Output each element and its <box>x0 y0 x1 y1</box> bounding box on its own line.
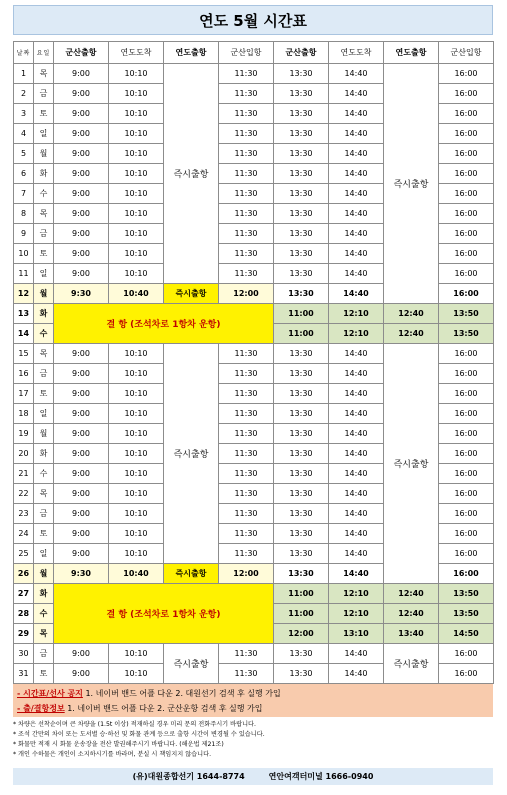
cell-yeondo-depart-2: 12:40 <box>384 304 439 324</box>
header-col-7: 연도출항 <box>384 42 439 64</box>
cell-gunsan-arrive-2: 13:50 <box>439 304 494 324</box>
cell-gunsan-depart-1: 9:00 <box>54 464 109 484</box>
cell-yeondo-arrive-1: 10:40 <box>109 284 164 304</box>
cell-gunsan-depart-1: 9:00 <box>54 244 109 264</box>
cell-yeondo-depart-2: 13:40 <box>384 624 439 644</box>
date-cell: 24 <box>14 524 34 544</box>
cell-gunsan-arrive-2: 16:00 <box>439 564 494 584</box>
cell-gunsan-depart-2: 13:30 <box>274 384 329 404</box>
date-cell: 9 <box>14 224 34 244</box>
date-cell: 14 <box>14 324 34 344</box>
footer-terminal: 연안여객터미널 1666-0940 <box>268 772 374 781</box>
cell-gunsan-depart-1: 9:00 <box>54 384 109 404</box>
cell-gunsan-depart-2: 13:30 <box>274 484 329 504</box>
note-item: * 조석 간만의 차이 또는 도서별 승·하선 및 화물 관계 등으로 출항 시간이 변경될 수 있습니다. <box>13 731 265 738</box>
cell-gunsan-arrive-2: 16:00 <box>439 344 494 364</box>
cell-gunsan-depart-2: 13:30 <box>274 144 329 164</box>
weekday-cell: 수 <box>34 604 54 624</box>
cell-yeondo-depart-1: 즉시출항 <box>164 284 219 304</box>
cell-yeondo-arrive-2: 14:40 <box>329 64 384 84</box>
cell-gunsan-arrive-2: 16:00 <box>439 244 494 264</box>
cell-gunsan-depart-2: 13:30 <box>274 564 329 584</box>
date-cell: 18 <box>14 404 34 424</box>
note-item: * 차량은 선착순이며 큰 차량을 (1.5t 이상) 적재하실 경우 미리 문의 전화주시기 바랍니다. <box>13 721 256 728</box>
cell-gunsan-depart-2: 13:30 <box>274 224 329 244</box>
cell-gunsan-arrive-2: 16:00 <box>439 104 494 124</box>
weekday-cell: 토 <box>34 244 54 264</box>
notice-line-2: - 출/결항정보 1. 네이버 밴드 어플 다운 2. 군산운항 검색 후 실행 가입 <box>17 704 263 713</box>
page-title-text: 연도 5월 시간표 <box>199 11 307 30</box>
cell-yeondo-arrive-1: 10:10 <box>109 524 164 544</box>
cell-gunsan-depart-1: 9:00 <box>54 144 109 164</box>
date-cell: 4 <box>14 124 34 144</box>
cell-gunsan-arrive-1: 11:30 <box>219 384 274 404</box>
header-col-2: 연도도착 <box>109 42 164 64</box>
weekday-cell: 금 <box>34 364 54 384</box>
date-cell: 27 <box>14 584 34 604</box>
cell-yeondo-arrive-2: 14:40 <box>329 224 384 244</box>
timetable <box>13 41 494 684</box>
table-row <box>14 304 494 324</box>
cell-yeondo-arrive-2: 14:40 <box>329 644 384 664</box>
cell-gunsan-arrive-1: 11:30 <box>219 344 274 364</box>
cell-gunsan-arrive-1: 11:30 <box>219 484 274 504</box>
cell-gunsan-arrive-2: 16:00 <box>439 444 494 464</box>
cell-gunsan-depart-2: 13:30 <box>274 664 329 684</box>
cell-gunsan-arrive-2: 16:00 <box>439 124 494 144</box>
cell-yeondo-arrive-1: 10:10 <box>109 384 164 404</box>
header-row <box>14 42 494 64</box>
weekday-cell: 토 <box>34 664 54 684</box>
cell-gunsan-depart-1: 9:00 <box>54 444 109 464</box>
notes-list <box>13 720 493 760</box>
cell-gunsan-depart-1: 9:00 <box>54 344 109 364</box>
weekday-cell: 금 <box>34 504 54 524</box>
cell-yeondo-arrive-2: 14:40 <box>329 284 384 304</box>
weekday-cell: 토 <box>34 384 54 404</box>
cell-gunsan-depart-2: 13:30 <box>274 504 329 524</box>
cell-gunsan-depart-1: 9:00 <box>54 204 109 224</box>
footer-contact <box>13 768 493 785</box>
cell-gunsan-depart-1: 9:00 <box>54 664 109 684</box>
cell-gunsan-arrive-1: 11:30 <box>219 444 274 464</box>
cell-gunsan-arrive-2: 16:00 <box>439 364 494 384</box>
weekday-cell: 화 <box>34 444 54 464</box>
date-cell: 6 <box>14 164 34 184</box>
date-cell: 17 <box>14 384 34 404</box>
cell-yeondo-arrive-2: 12:10 <box>329 604 384 624</box>
cell-gunsan-depart-2: 11:00 <box>274 604 329 624</box>
cell-yeondo-arrive-1: 10:10 <box>109 644 164 664</box>
cell-yeondo-arrive-2: 14:40 <box>329 204 384 224</box>
weekday-cell: 수 <box>34 324 54 344</box>
cell-gunsan-depart-1: 9:00 <box>54 184 109 204</box>
cell-gunsan-arrive-1: 11:30 <box>219 144 274 164</box>
cell-yeondo-depart-2: 즉시출항 <box>384 644 439 684</box>
date-cell: 22 <box>14 484 34 504</box>
cell-yeondo-arrive-2: 14:40 <box>329 484 384 504</box>
cell-gunsan-depart-1: 9:00 <box>54 524 109 544</box>
cell-yeondo-arrive-1: 10:10 <box>109 124 164 144</box>
cell-gunsan-depart-2: 13:30 <box>274 344 329 364</box>
cell-gunsan-arrive-1: 12:00 <box>219 564 274 584</box>
cell-yeondo-arrive-1: 10:10 <box>109 104 164 124</box>
cell-yeondo-arrive-1: 10:10 <box>109 244 164 264</box>
cell-yeondo-arrive-2: 14:40 <box>329 424 384 444</box>
date-cell: 29 <box>14 624 34 644</box>
date-cell: 13 <box>14 304 34 324</box>
cell-yeondo-arrive-2: 14:40 <box>329 444 384 464</box>
weekday-cell: 일 <box>34 404 54 424</box>
weekday-cell: 화 <box>34 584 54 604</box>
cell-gunsan-arrive-2: 16:00 <box>439 664 494 684</box>
cell-gunsan-depart-2: 13:30 <box>274 204 329 224</box>
canceled-notice-cell: 결 항 (조석차로 1항차 운항) <box>54 584 274 644</box>
weekday-cell: 화 <box>34 164 54 184</box>
cell-gunsan-arrive-2: 16:00 <box>439 484 494 504</box>
cell-yeondo-arrive-1: 10:10 <box>109 424 164 444</box>
cell-yeondo-depart-1: 즉시출항 <box>164 564 219 584</box>
cell-gunsan-arrive-2: 16:00 <box>439 404 494 424</box>
cell-gunsan-arrive-1: 11:30 <box>219 164 274 184</box>
cell-gunsan-arrive-2: 16:00 <box>439 264 494 284</box>
weekday-cell: 월 <box>34 564 54 584</box>
header-col-8: 군산입항 <box>439 42 494 64</box>
weekday-cell: 금 <box>34 644 54 664</box>
cell-gunsan-arrive-1: 11:30 <box>219 424 274 444</box>
cell-yeondo-arrive-2: 13:10 <box>329 624 384 644</box>
cell-gunsan-arrive-1: 11:30 <box>219 224 274 244</box>
cell-yeondo-arrive-2: 12:10 <box>329 324 384 344</box>
weekday-cell: 일 <box>34 124 54 144</box>
weekday-cell: 목 <box>34 484 54 504</box>
cell-yeondo-arrive-1: 10:10 <box>109 204 164 224</box>
weekday-cell: 목 <box>34 64 54 84</box>
cell-yeondo-depart-2: 12:40 <box>384 604 439 624</box>
cell-gunsan-depart-1: 9:00 <box>54 84 109 104</box>
header-col-5: 군산출항 <box>274 42 329 64</box>
cell-gunsan-depart-2: 13:30 <box>274 364 329 384</box>
cell-gunsan-arrive-1: 12:00 <box>219 284 274 304</box>
date-cell: 7 <box>14 184 34 204</box>
cell-gunsan-depart-2: 13:30 <box>274 244 329 264</box>
cell-yeondo-arrive-1: 10:10 <box>109 444 164 464</box>
cell-gunsan-depart-1: 9:30 <box>54 284 109 304</box>
date-cell: 12 <box>14 284 34 304</box>
cell-gunsan-arrive-1: 11:30 <box>219 464 274 484</box>
cell-gunsan-arrive-1: 11:30 <box>219 244 274 264</box>
cell-gunsan-depart-2: 13:30 <box>274 524 329 544</box>
notice-line-1: - 시간표/선사 공지 1. 네이버 밴드 어플 다운 2. 대원선기 검색 후 실행 가입 <box>17 689 281 698</box>
date-cell: 28 <box>14 604 34 624</box>
weekday-cell: 월 <box>34 144 54 164</box>
cell-gunsan-depart-2: 13:30 <box>274 544 329 564</box>
cell-yeondo-depart-2: 즉시출항 <box>384 64 439 304</box>
cell-gunsan-arrive-2: 16:00 <box>439 644 494 664</box>
date-cell: 3 <box>14 104 34 124</box>
cell-gunsan-arrive-1: 11:30 <box>219 124 274 144</box>
canceled-notice-cell: 결 항 (조석차로 1항차 운항) <box>54 304 274 344</box>
cell-gunsan-depart-1: 9:30 <box>54 564 109 584</box>
cell-gunsan-depart-2: 13:30 <box>274 104 329 124</box>
weekday-cell: 목 <box>34 624 54 644</box>
cell-yeondo-arrive-2: 14:40 <box>329 244 384 264</box>
cell-gunsan-depart-1: 9:00 <box>54 424 109 444</box>
cell-gunsan-arrive-1: 11:30 <box>219 644 274 664</box>
cell-gunsan-arrive-2: 13:50 <box>439 604 494 624</box>
cell-gunsan-depart-2: 13:30 <box>274 444 329 464</box>
date-cell: 8 <box>14 204 34 224</box>
cell-gunsan-depart-2: 13:30 <box>274 644 329 664</box>
weekday-cell: 일 <box>34 264 54 284</box>
cell-yeondo-arrive-1: 10:10 <box>109 164 164 184</box>
table-row <box>14 64 494 84</box>
cell-yeondo-arrive-2: 14:40 <box>329 384 384 404</box>
cell-gunsan-depart-2: 11:00 <box>274 584 329 604</box>
cell-gunsan-arrive-1: 11:30 <box>219 524 274 544</box>
cell-yeondo-arrive-1: 10:10 <box>109 264 164 284</box>
cell-gunsan-arrive-2: 16:00 <box>439 64 494 84</box>
cell-gunsan-arrive-2: 16:00 <box>439 144 494 164</box>
cell-yeondo-arrive-1: 10:10 <box>109 404 164 424</box>
weekday-cell: 금 <box>34 84 54 104</box>
cell-gunsan-depart-1: 9:00 <box>54 104 109 124</box>
weekday-cell: 일 <box>34 544 54 564</box>
cell-gunsan-arrive-2: 16:00 <box>439 224 494 244</box>
cell-gunsan-depart-1: 9:00 <box>54 504 109 524</box>
header-weekday: 요일 <box>34 42 54 64</box>
cell-yeondo-depart-2: 12:40 <box>384 584 439 604</box>
weekday-cell: 목 <box>34 344 54 364</box>
cell-yeondo-arrive-2: 14:40 <box>329 104 384 124</box>
header-col-6: 연도도착 <box>329 42 384 64</box>
cell-gunsan-depart-2: 13:30 <box>274 284 329 304</box>
date-cell: 11 <box>14 264 34 284</box>
cell-gunsan-depart-2: 11:00 <box>274 324 329 344</box>
cell-gunsan-depart-1: 9:00 <box>54 484 109 504</box>
cell-gunsan-arrive-2: 13:50 <box>439 584 494 604</box>
cell-gunsan-arrive-2: 16:00 <box>439 164 494 184</box>
cell-yeondo-arrive-1: 10:10 <box>109 504 164 524</box>
cell-gunsan-depart-1: 9:00 <box>54 124 109 144</box>
cell-yeondo-arrive-2: 14:40 <box>329 664 384 684</box>
cell-gunsan-arrive-2: 16:00 <box>439 384 494 404</box>
cell-gunsan-arrive-2: 13:50 <box>439 324 494 344</box>
date-cell: 10 <box>14 244 34 264</box>
header-col-4: 군산입항 <box>219 42 274 64</box>
weekday-cell: 수 <box>34 464 54 484</box>
weekday-cell: 목 <box>34 204 54 224</box>
date-cell: 30 <box>14 644 34 664</box>
cell-gunsan-arrive-2: 16:00 <box>439 544 494 564</box>
cell-yeondo-arrive-1: 10:10 <box>109 224 164 244</box>
cell-yeondo-arrive-1: 10:10 <box>109 664 164 684</box>
date-cell: 21 <box>14 464 34 484</box>
cell-gunsan-arrive-2: 16:00 <box>439 524 494 544</box>
cell-yeondo-arrive-2: 12:10 <box>329 584 384 604</box>
cell-gunsan-arrive-2: 16:00 <box>439 84 494 104</box>
cell-yeondo-depart-1: 즉시출항 <box>164 64 219 284</box>
cell-gunsan-arrive-2: 16:00 <box>439 284 494 304</box>
cell-yeondo-arrive-1: 10:10 <box>109 364 164 384</box>
header-col-1: 군산출항 <box>54 42 109 64</box>
cell-gunsan-arrive-1: 11:30 <box>219 364 274 384</box>
cell-gunsan-arrive-1: 11:30 <box>219 104 274 124</box>
date-cell: 31 <box>14 664 34 684</box>
cell-gunsan-arrive-1: 11:30 <box>219 504 274 524</box>
cell-yeondo-arrive-1: 10:10 <box>109 64 164 84</box>
cell-yeondo-arrive-2: 14:40 <box>329 164 384 184</box>
weekday-cell: 월 <box>34 424 54 444</box>
cell-yeondo-arrive-2: 14:40 <box>329 144 384 164</box>
cell-gunsan-arrive-1: 11:30 <box>219 184 274 204</box>
footer-company: (유)대원종합선기 1644-8774 <box>132 772 245 781</box>
cell-yeondo-arrive-2: 14:40 <box>329 404 384 424</box>
cell-gunsan-arrive-2: 16:00 <box>439 424 494 444</box>
table-row <box>14 344 494 364</box>
weekday-cell: 토 <box>34 104 54 124</box>
weekday-cell: 수 <box>34 184 54 204</box>
cell-gunsan-arrive-2: 16:00 <box>439 464 494 484</box>
cell-yeondo-depart-2: 12:40 <box>384 324 439 344</box>
cell-gunsan-depart-1: 9:00 <box>54 404 109 424</box>
header-date: 날짜 <box>14 42 34 64</box>
cell-gunsan-arrive-1: 11:30 <box>219 404 274 424</box>
cell-gunsan-depart-2: 13:30 <box>274 464 329 484</box>
cell-gunsan-arrive-2: 16:00 <box>439 504 494 524</box>
cell-yeondo-depart-1: 즉시출항 <box>164 344 219 564</box>
date-cell: 16 <box>14 364 34 384</box>
date-cell: 23 <box>14 504 34 524</box>
cell-yeondo-arrive-1: 10:10 <box>109 84 164 104</box>
date-cell: 15 <box>14 344 34 364</box>
weekday-cell: 토 <box>34 524 54 544</box>
note-item: * 화물만 적재 시 화물 운송장을 전산 발권해주시기 바랍니다. (해운법 제21조) <box>13 741 224 748</box>
cell-yeondo-arrive-2: 14:40 <box>329 564 384 584</box>
cell-gunsan-arrive-1: 11:30 <box>219 64 274 84</box>
header-col-3: 연도출항 <box>164 42 219 64</box>
notice-box <box>13 684 493 717</box>
weekday-cell: 화 <box>34 304 54 324</box>
weekday-cell: 금 <box>34 224 54 244</box>
cell-gunsan-depart-2: 13:30 <box>274 124 329 144</box>
date-cell: 25 <box>14 544 34 564</box>
cell-yeondo-arrive-1: 10:10 <box>109 344 164 364</box>
cell-yeondo-arrive-2: 14:40 <box>329 464 384 484</box>
cell-gunsan-depart-1: 9:00 <box>54 544 109 564</box>
date-cell: 2 <box>14 84 34 104</box>
cell-gunsan-depart-2: 12:00 <box>274 624 329 644</box>
cell-gunsan-arrive-1: 11:30 <box>219 204 274 224</box>
cell-gunsan-depart-1: 9:00 <box>54 264 109 284</box>
cell-gunsan-depart-2: 13:30 <box>274 264 329 284</box>
cell-yeondo-arrive-2: 14:40 <box>329 124 384 144</box>
cell-gunsan-arrive-2: 16:00 <box>439 204 494 224</box>
date-cell: 19 <box>14 424 34 444</box>
cell-yeondo-arrive-1: 10:10 <box>109 184 164 204</box>
cell-yeondo-depart-1: 즉시출항 <box>164 644 219 684</box>
cell-yeondo-arrive-2: 14:40 <box>329 544 384 564</box>
cell-gunsan-depart-2: 11:00 <box>274 304 329 324</box>
table-row <box>14 644 494 664</box>
cell-gunsan-arrive-1: 11:30 <box>219 264 274 284</box>
cell-yeondo-arrive-2: 12:10 <box>329 304 384 324</box>
cell-yeondo-arrive-2: 14:40 <box>329 84 384 104</box>
cell-gunsan-depart-1: 9:00 <box>54 224 109 244</box>
cell-gunsan-depart-2: 13:30 <box>274 84 329 104</box>
page-title <box>13 5 493 35</box>
weekday-cell: 월 <box>34 284 54 304</box>
cell-gunsan-arrive-2: 14:50 <box>439 624 494 644</box>
cell-gunsan-depart-2: 13:30 <box>274 424 329 444</box>
cell-gunsan-arrive-1: 11:30 <box>219 84 274 104</box>
cell-yeondo-arrive-2: 14:40 <box>329 344 384 364</box>
cell-yeondo-depart-2: 즉시출항 <box>384 344 439 584</box>
cell-gunsan-depart-2: 13:30 <box>274 64 329 84</box>
cell-gunsan-arrive-1: 11:30 <box>219 544 274 564</box>
cell-gunsan-depart-2: 13:30 <box>274 404 329 424</box>
cell-gunsan-depart-2: 13:30 <box>274 164 329 184</box>
cell-yeondo-arrive-2: 14:40 <box>329 264 384 284</box>
cell-yeondo-arrive-2: 14:40 <box>329 184 384 204</box>
cell-yeondo-arrive-1: 10:10 <box>109 484 164 504</box>
date-cell: 20 <box>14 444 34 464</box>
cell-gunsan-depart-1: 9:00 <box>54 644 109 664</box>
date-cell: 5 <box>14 144 34 164</box>
cell-yeondo-arrive-2: 14:40 <box>329 524 384 544</box>
cell-yeondo-arrive-1: 10:10 <box>109 464 164 484</box>
cell-gunsan-depart-1: 9:00 <box>54 64 109 84</box>
cell-yeondo-arrive-1: 10:10 <box>109 144 164 164</box>
cell-gunsan-depart-2: 13:30 <box>274 184 329 204</box>
cell-yeondo-arrive-2: 14:40 <box>329 364 384 384</box>
date-cell: 1 <box>14 64 34 84</box>
date-cell: 26 <box>14 564 34 584</box>
cell-gunsan-depart-1: 9:00 <box>54 164 109 184</box>
cell-gunsan-arrive-2: 16:00 <box>439 184 494 204</box>
note-item: * 개인 수하물은 개인이 소지하시기를 바라며, 분실 시 책임지지 않습니다. <box>13 751 212 758</box>
cell-gunsan-arrive-1: 11:30 <box>219 664 274 684</box>
cell-gunsan-depart-1: 9:00 <box>54 364 109 384</box>
cell-yeondo-arrive-1: 10:10 <box>109 544 164 564</box>
table-row <box>14 584 494 604</box>
cell-yeondo-arrive-1: 10:40 <box>109 564 164 584</box>
cell-yeondo-arrive-2: 14:40 <box>329 504 384 524</box>
